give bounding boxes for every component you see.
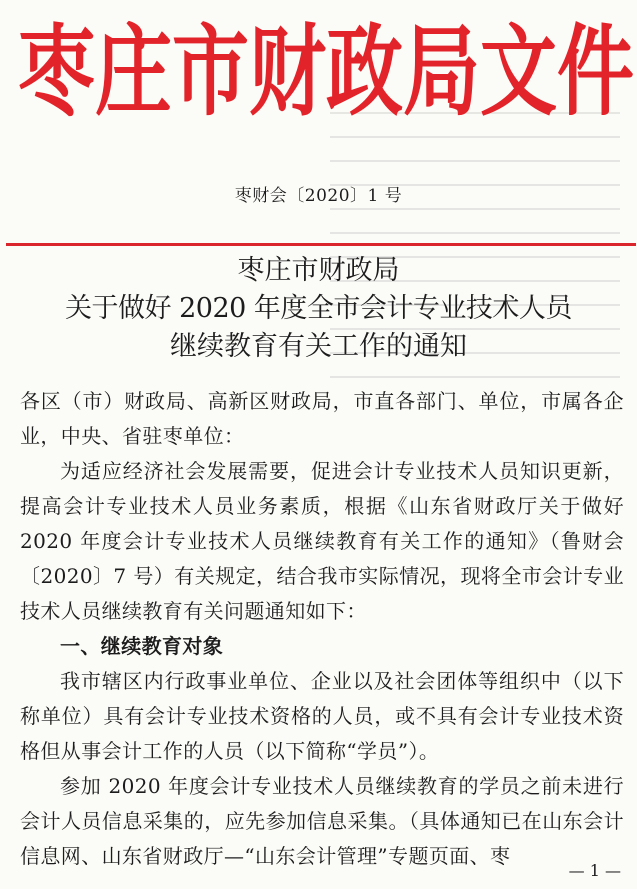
- intro-paragraph: 为适应经济社会发展需要，促进会计专业技术人员知识更新，提高会计专业技术人员业务素质，根据《山东省财政厅关于做好 2020 年度会计专业技术人员继续教育有关工作的通知》（鲁财会〔2020〕7 号）有关规定，结合我市实际情况，现将全市会计专业技术人员继续教育有关问题通知如下：: [20, 459, 624, 623]
- notice-body: [20, 384, 624, 874]
- notice-title: [0, 252, 637, 366]
- document-number: 枣财会〔2020〕1 号: [234, 186, 403, 206]
- section-heading-continuing-education-targets: 一、继续教育对象: [60, 634, 224, 658]
- notice-title-line-3: 继续教育有关工作的通知: [170, 331, 467, 362]
- page-number: — 1 —: [568, 861, 621, 880]
- red-divider-line: [6, 243, 636, 246]
- section-1-paragraph-2: 参加 2020 年度会计专业技术人员继续教育的学员之前未进行会计人员信息采集的，应先参加信息采集。（具体通知已在山东会计信息网、山东省财政厅—“山东会计管理”专题页面、枣: [20, 774, 624, 868]
- red-header-title: 枣庄市财政局文件: [18, 14, 634, 130]
- notice-title-line-1: 枣庄市财政局: [237, 255, 400, 286]
- section-1-paragraph-1: 我市辖区内行政事业单位、企业以及社会团体等组织中（以下称单位）具有会计专业技术资格的人员，或不具有会计专业技术资格但从事会计工作的人员（以下简称“学员”）。: [20, 669, 624, 763]
- recipients-paragraph: 各区（市）财政局、高新区财政局，市直各部门、单位，市属各企业，中央、省驻枣单位：: [20, 389, 624, 448]
- notice-title-line-2: 关于做好 2020 年度全市会计专业技术人员: [65, 293, 572, 324]
